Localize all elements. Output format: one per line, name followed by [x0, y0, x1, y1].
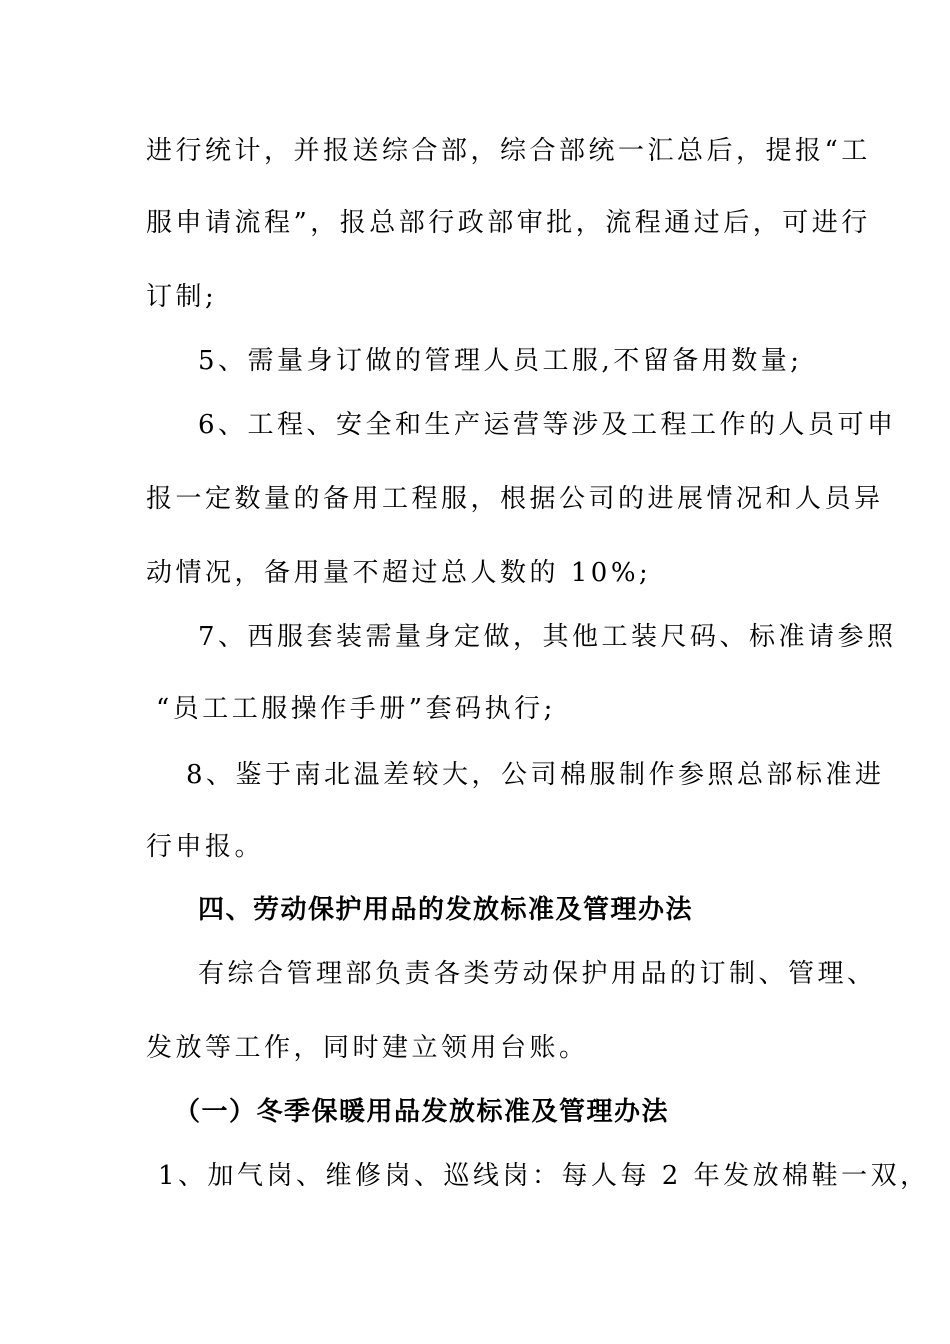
paragraph-line-3: 订制; [146, 282, 218, 312]
list-item-6-line-1: 6、工程、安全和生产运营等涉及工程工作的人员可申 [198, 410, 897, 440]
paragraph-line-2: 服申请流程”，报总部行政部审批，流程通过后，可进行 [146, 208, 871, 238]
list-item-8-line-2: 行申报。 [146, 832, 265, 862]
list-item-7-line-1: 7、西服套装需量身定做，其他工装尺码、标准请参照 [198, 622, 897, 652]
list-item-7-line-2: “员工工服操作手册”套码执行; [156, 694, 556, 724]
paragraph-line-1: 进行统计，并报送综合部，综合部统一汇总后，提报“工 [146, 136, 871, 166]
list-item-5: 5、需量身订做的管理人员工服,不留备用数量; [198, 346, 803, 376]
section-heading-4: 四、劳动保护用品的发放标准及管理办法 [198, 895, 694, 925]
list-item-8-line-1: 8、鉴于南北温差较大，公司棉服制作参照总部标准进 [186, 760, 885, 790]
paragraph-line-5: 发放等工作，同时建立领用台账。 [146, 1033, 589, 1063]
subsection-heading-1: （一）冬季保暖用品发放标准及管理办法 [174, 1097, 670, 1127]
paragraph-line-4: 有综合管理部负责各类劳动保护用品的订制、管理、 [198, 959, 877, 989]
list-item-6-line-3: 动情况，备用量不超过总人数的 10%; [146, 558, 652, 588]
list-item-1: 1、加气岗、维修岗、巡线岗：每人每 2 年发放棉鞋一双， [158, 1161, 930, 1191]
list-item-6-line-2: 报一定数量的备用工程服，根据公司的进展情况和人员异 [146, 484, 884, 514]
